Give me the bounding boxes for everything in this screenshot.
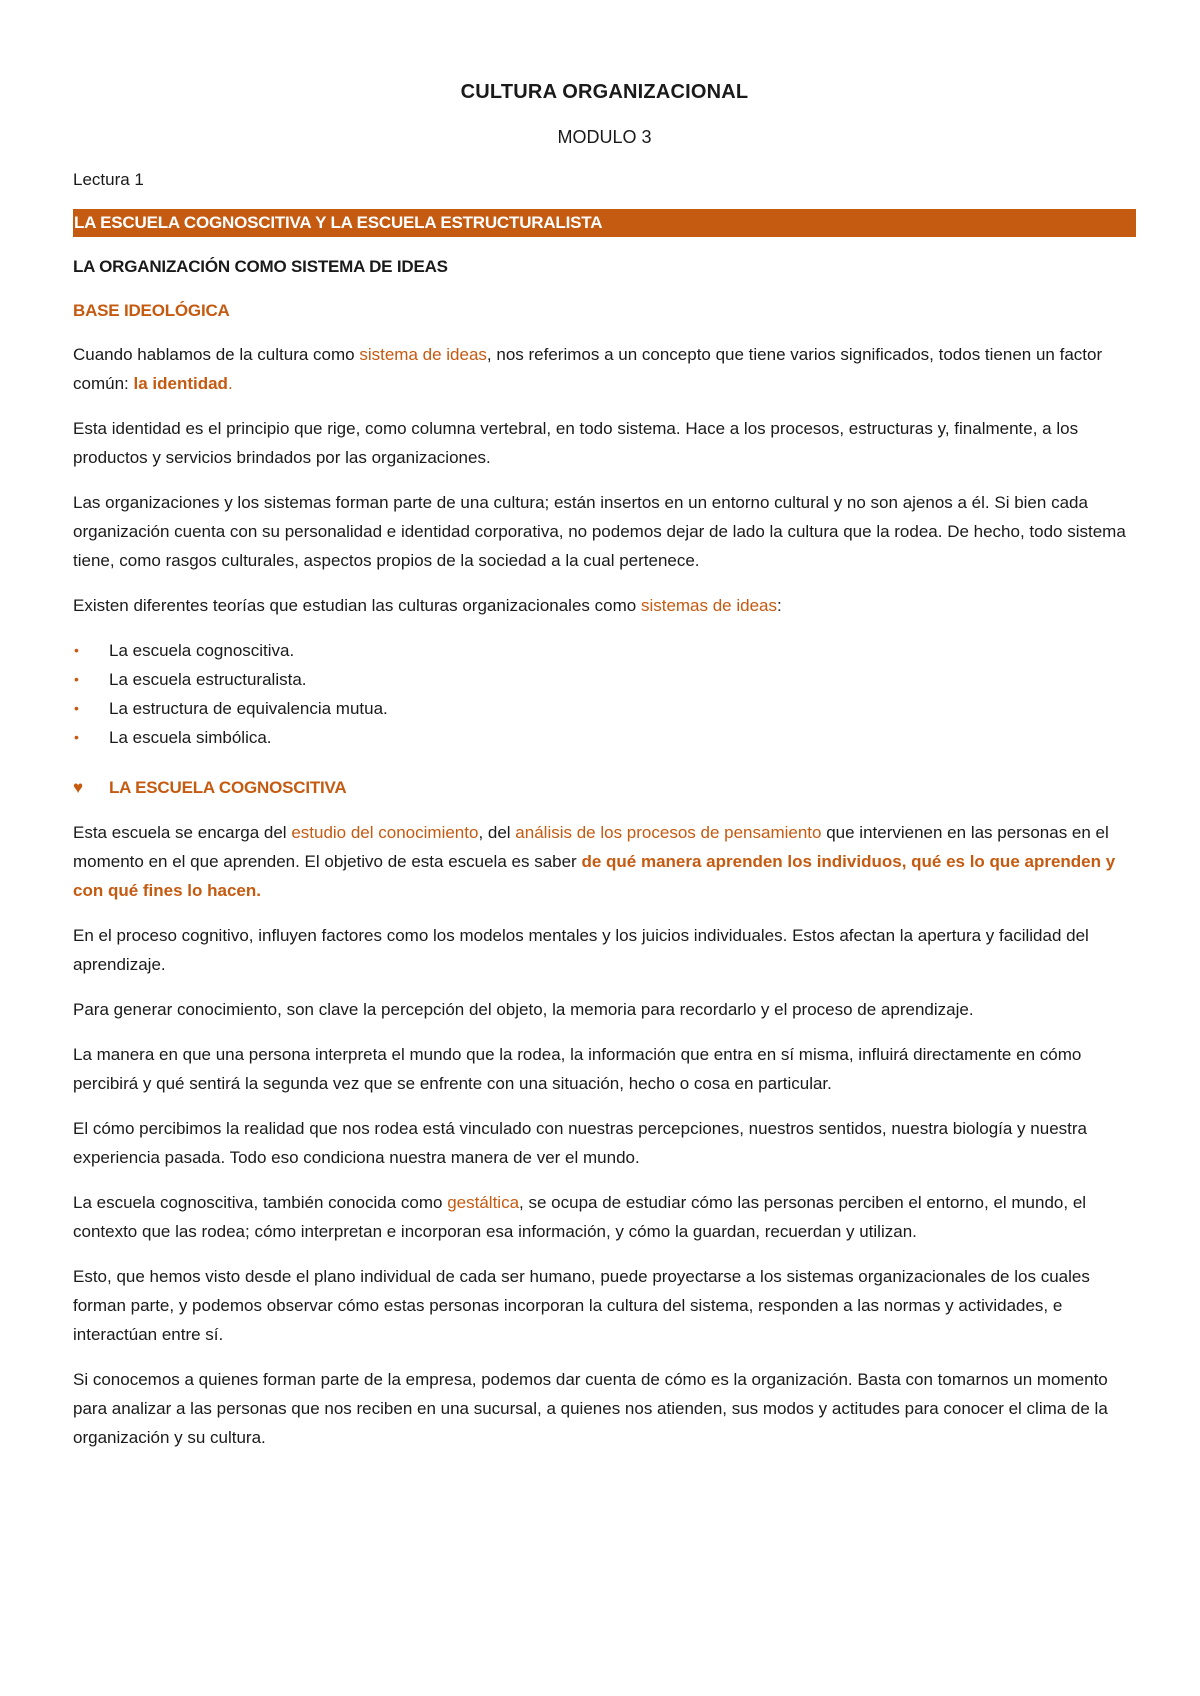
bullet-icon: • <box>74 642 79 658</box>
text-run: Existen diferentes teorías que estudian las culturas organizacionales como <box>73 596 641 615</box>
paragraph-conocimiento: Para generar conocimiento, son clave la percepción del objeto, la memoria para recordarlo y el proceso de aprendizaje. <box>73 1000 974 1019</box>
text-run: que intervienen en las personas en el momento en el que aprenden. El objetivo de esta escuela es saber <box>73 823 1109 871</box>
schools-list <box>73 636 1136 752</box>
paragraph-entorno-cultural: Las organizaciones y los sistemas forman parte de una cultura; están insertos en un entorno cultural y no son ajenos a él. Si bien cada organización cuenta con su personalidad e identidad corporativa, no podemos dejar de lado la cultura que la rodea. De hecho, todo sistema tiene, como rasgos culturales, aspectos propios de la sociedad a la cual pertenece. <box>73 493 1126 570</box>
list-item: • La escuela simbólica. <box>73 723 1136 752</box>
highlight-term: análisis de los procesos de pensamiento <box>515 823 822 842</box>
text-run: . <box>227 374 233 393</box>
subsection-heading: BASE IDEOLÓGICA <box>73 301 230 320</box>
highlight-term: estudio del conocimiento <box>291 823 479 842</box>
section-cognoscitiva-heading <box>73 774 1136 802</box>
highlight-term: sistemas de ideas <box>640 596 778 615</box>
lectura-label: Lectura 1 <box>73 170 144 189</box>
list-item: • La estructura de equivalencia mutua. <box>73 694 1136 723</box>
text-run: La escuela cognoscitiva, también conocida como <box>73 1193 448 1212</box>
text-run: , del <box>478 823 516 842</box>
paragraph-sistemas-organizacionales: Esto, que hemos visto desde el plano individual de cada ser humano, puede proyectarse a los sistemas organizacionales de los cuales forman parte, y podemos observar cómo estas personas incorporan la cultura del sistema, responden a las normas y actividades, e interactúan entre sí. <box>73 1267 1090 1344</box>
text-run: Esta escuela se encarga del <box>73 823 292 842</box>
section-banner: LA ESCUELA COGNOSCITIVA Y LA ESCUELA ESTRUCTURALISTA <box>73 209 1136 237</box>
bullet-icon: • <box>74 729 79 745</box>
highlight-term: sistema de ideas <box>359 345 487 364</box>
paragraph-proceso-cognitivo: En el proceso cognitivo, influyen factores como los modelos mentales y los juicios individuales. Estos afectan la apertura y facilidad del aprendizaje. <box>73 926 1089 974</box>
paragraph-teorias <box>73 591 1136 620</box>
text-run: Cuando hablamos de la cultura como <box>73 345 360 364</box>
bullet-icon: • <box>74 700 79 716</box>
section-title: LA ESCUELA COGNOSCITIVA <box>109 778 347 797</box>
paragraph-percepcion: El cómo percibimos la realidad que nos rodea está vinculado con nuestras percepciones, nuestros sentidos, nuestra biología y nuestra experiencia pasada. Todo eso condiciona nuestra manera de ver el mundo. <box>73 1119 1087 1167</box>
document-title: CULTURA ORGANIZACIONAL <box>460 81 749 103</box>
highlight-term-bold: la identidad <box>133 374 228 393</box>
highlight-term-bold: de qué manera aprenden los individuos, qué es lo que aprenden y con qué fines lo hacen. <box>73 852 1116 900</box>
paragraph-escuela-definicion <box>73 818 1136 905</box>
bullet-icon: • <box>74 671 79 687</box>
text-run: , nos referimos a un concepto que tiene varios significados, todos tienen un factor común: <box>73 345 1103 393</box>
text-run: , se ocupa de estudiar cómo las personas perciben el entorno, el mundo, el contexto que las rodea; cómo interpretan e incorporan esa información, y cómo la guardan, recuerdan y utilizan. <box>73 1193 1087 1241</box>
paragraph-columna-vertebral: Esta identidad es el principio que rige, como columna vertebral, en todo sistema. Hace a los procesos, estructuras y, finalmente, a los productos y servicios brindados por las organizaciones. <box>73 419 1079 467</box>
module-label: MODULO 3 <box>557 127 652 147</box>
paragraph-interpretacion: La manera en que una persona interpreta el mundo que la rodea, la información que entra en sí misma, influirá directamente en cómo percibirá y qué sentirá la segunda vez que se enfrente con una situación, hecho o cosa en particular. <box>73 1045 1082 1093</box>
list-item: • La escuela cognoscitiva. <box>73 636 1136 665</box>
highlight-term: gestáltica <box>447 1193 520 1212</box>
document-page <box>73 78 1136 1468</box>
section-heading: LA ORGANIZACIÓN COMO SISTEMA DE IDEAS <box>73 257 448 276</box>
paragraph-identidad <box>73 340 1136 398</box>
paragraph-clima-organizacion: Si conocemos a quienes forman parte de la empresa, podemos dar cuenta de cómo es la organización. Basta con tomarnos un momento para analizar a las personas que nos reciben en una sucursal, a quienes nos atienden, sus modos y actitudes para conocer el clima de la organización y su cultura. <box>73 1370 1108 1447</box>
heart-icon: ♥ <box>73 778 83 797</box>
list-item: • La escuela estructuralista. <box>73 665 1136 694</box>
text-run: : <box>777 596 782 615</box>
paragraph-gestaltica <box>73 1188 1136 1246</box>
